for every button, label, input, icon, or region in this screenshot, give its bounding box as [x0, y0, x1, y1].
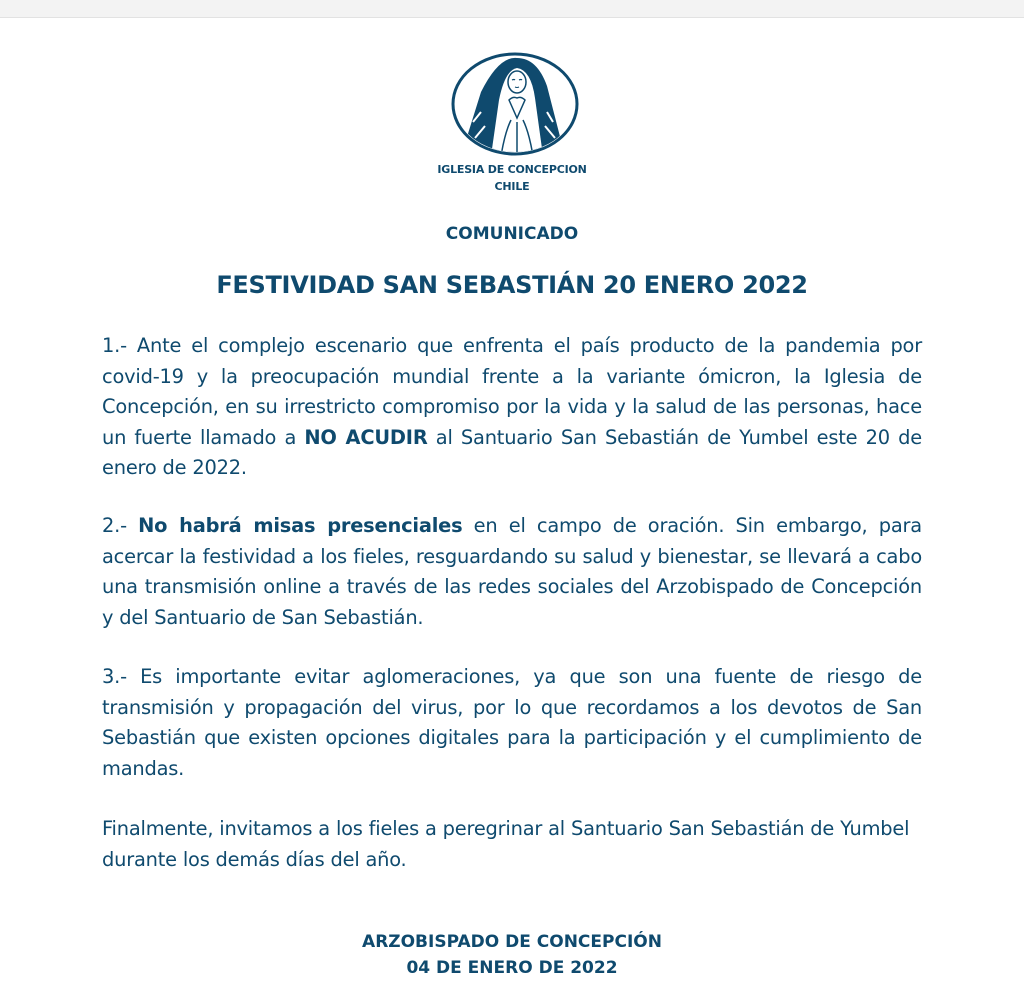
emphasis-no-acudir: NO ACUDIR: [304, 425, 428, 449]
madonna-praying-icon: [451, 52, 579, 156]
church-logo: [451, 52, 579, 156]
document-label: COMUNICADO: [445, 224, 579, 244]
paragraph-1: 1.- Ante el complejo escenario que enfrenta el país producto de la pandemia por covid-19 y la preocupación mundial frente a la variante ómicron, la Iglesia de Concepción, en su irrestricto compromiso por la vida y la salud de las personas, hace un fuerte llamado a NO ACUDIR al Santuario San Sebastián de Yumbel este 20 de enero de 2022.: [102, 334, 922, 479]
emphasis-no-misas: No habrá misas presenciales: [138, 514, 463, 537]
church-name: IGLESIA DE CONCEPCION: [437, 163, 587, 176]
paragraph-3: 3.- Es importante evitar aglomeraciones, ya que son una fuente de riesgo de transmisión y propagación del virus, por lo que recordamos a los devotos de San Sebastián que existen opciones digitales para la participación y el cumplimiento de mandas.: [102, 665, 922, 780]
document-title: FESTIVIDAD SAN SEBASTIÁN 20 ENERO 2022: [216, 271, 808, 299]
signature-date: 04 DE ENERO DE 2022: [406, 958, 618, 978]
paragraph-2: 2.- No habrá misas presenciales en el campo de oración. Sin embargo, para acercar la festividad a los fieles, resguardando su salud y bienestar, se llevará a cabo una transmisión online a través de las redes sociales del Arzobispado de Concepción y del Santuario de San Sebastián.: [102, 514, 922, 629]
church-country: CHILE: [494, 180, 530, 193]
signature-organization: ARZOBISPADO DE CONCEPCIÓN: [362, 932, 662, 952]
paragraph-4: Finalmente, invitamos a los fieles a peregrinar al Santuario San Sebastián de Yumbel durante los demás días del año.: [102, 817, 910, 871]
